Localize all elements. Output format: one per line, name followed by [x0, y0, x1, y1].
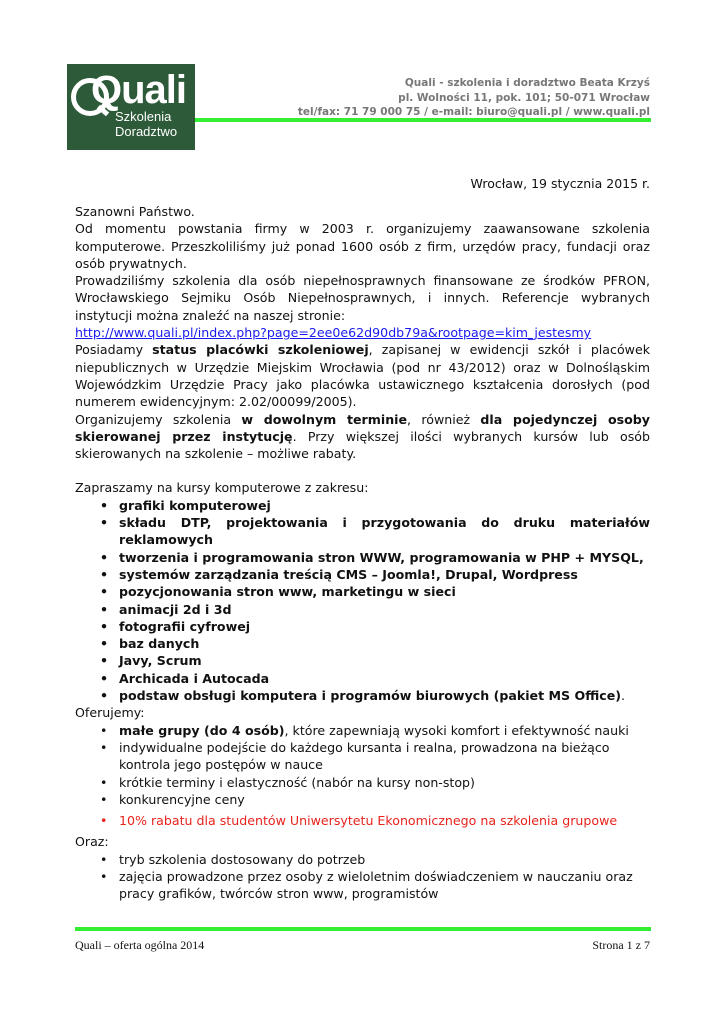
course-item: • Javy, Scrum — [97, 652, 650, 669]
course-item: • pozycjonowania stron www, marketingu w sieci — [97, 583, 650, 600]
course-item: • systemów zarządzania treścią CMS – Joomla!, Drupal, Wordpress — [97, 566, 650, 583]
paragraph-status: Posiadamy status placówki szkoleniowej, zapisanej w ewidencji szkół i placówek niepublicznych w Urzędzie Miejskim Wrocławia (pod nr 43/2012) oraz w Dolnośląskim Wojewódzkim Urzędzie Pracy jako placówka ustawicznego kształcenia dorosłych (pod numerem ewidencyjnym: 2.02/00099/2005). — [75, 342, 650, 410]
quali-logo — [67, 64, 195, 150]
courses-intro: Zapraszamy na kursy komputerowe z zakresu: — [75, 480, 369, 496]
also-item: • tryb szkolenia dostosowany do potrzeb — [97, 851, 650, 868]
letter-body — [75, 203, 650, 903]
paragraph-history: Od momentu powstania firmy w 2003 r. organizujemy zaawansowane szkolenia komputerowe. Przeszkoliliśmy już ponad 1600 osób z firm, urzędów pracy, fundacji oraz osób prywatnych. — [75, 221, 650, 271]
course-item: • animacji 2d i 3d — [97, 601, 650, 618]
status-highlight: status placówki szkoleniowej — [152, 342, 369, 358]
footer-divider — [75, 927, 651, 931]
company-name: Quali - szkolenia i doradztwo Beata Krzyś — [404, 77, 650, 89]
also-label: Oraz: — [75, 834, 109, 850]
offer-item: • indywidualne podejście do każdego kursanta i realna, prowadzona na bieżąco kontrola jego postępów w nauce — [97, 739, 650, 774]
courses-list — [75, 497, 650, 705]
header-divider — [195, 118, 651, 122]
course-item: • Archicada i Autocada — [97, 670, 650, 687]
course-item: • fotografii cyfrowej — [97, 618, 650, 635]
offer-label: Oferujemy: — [75, 705, 145, 721]
course-item: • grafiki komputerowej — [97, 497, 650, 514]
company-header — [298, 76, 650, 120]
references-link[interactable]: http://www.quali.pl/index.php?page=2ee0e62d90db79a&rootpage=kim_jestesmy — [75, 325, 592, 341]
also-list — [75, 851, 650, 903]
discount-item: • 10% rabatu dla studentów Uniwersytetu Ekonomicznego na szkolenia grupowe — [97, 812, 650, 829]
course-item: • składu DTP, projektowania i przygotowania do druku materiałów reklamowych — [97, 514, 650, 549]
logo-subtitle-2: Doradztwo — [115, 124, 178, 139]
page-number: Strona 1 z 7 — [592, 938, 650, 952]
footer-title: Quali – oferta ogólna 2014 — [75, 938, 205, 952]
course-item: • podstaw obsługi komputera i programów biurowych (pakiet MS Office). — [97, 687, 650, 704]
offer-list — [75, 722, 650, 808]
course-item: • baz danych — [97, 635, 650, 652]
offer-item: • konkurencyjne ceny — [97, 791, 650, 808]
paragraph-terms: Organizujemy szkolenia w dowolnym terminie, również dla pojedynczej osoby skierowanej przez instytucję. Przy większej ilości wybranych kursów lub osób skierowanych na szkolenie – możliwe rabaty. — [75, 411, 651, 462]
letter-date: Wrocław, 19 stycznia 2015 r. — [470, 176, 650, 191]
offer-item: • krótkie terminy i elastyczność (nabór na kursy non-stop) — [97, 774, 650, 791]
discount-list — [75, 812, 650, 829]
logo-main-text: Quali — [91, 68, 187, 112]
paragraph-references: Prowadziliśmy szkolenia dla osób niepełnosprawnych finansowane ze środków PFRON, Wrocławskiego Sejmiku Osób Niepełnosprawnych, i innych. Referencje wybranych instytucji można znaleźć na naszej stronie: — [75, 273, 650, 323]
offer-item: • małe grupy (do 4 osób), które zapewniają wysoki komfort i efektywność nauki — [97, 722, 650, 739]
also-item: • zajęcia prowadzone przez osoby z wieloletnim doświadczeniem w nauczaniu oraz pracy grafików, twórców stron www, programistów — [97, 868, 650, 903]
logo-subtitle-1: Szkolenia — [115, 109, 172, 124]
course-item: • tworzenia i programowania stron WWW, programowania w PHP + MYSQL, — [97, 549, 650, 566]
company-contact: tel/fax: 71 79 000 75 / e-mail: biuro@quali.pl / www.quali.pl — [297, 106, 650, 118]
greeting: Szanowni Państwo. — [75, 204, 195, 219]
company-address: pl. Wolności 11, pok. 101; 50-071 Wrocław — [398, 91, 650, 104]
